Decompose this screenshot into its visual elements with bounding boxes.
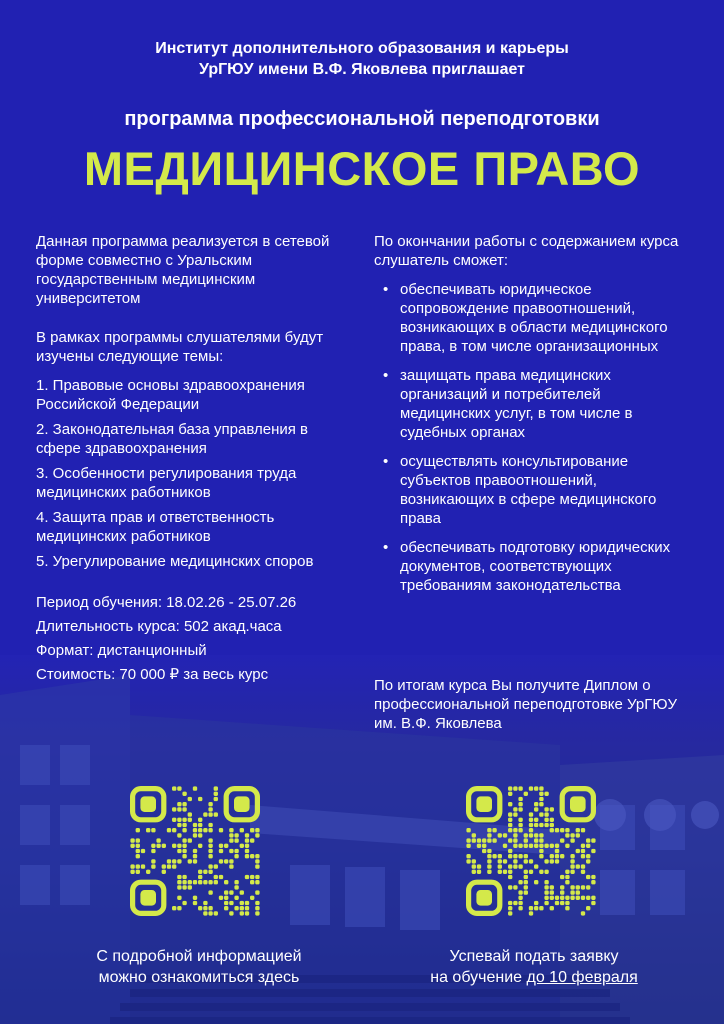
apply-caption-line-1: Успевай подать заявку (449, 948, 619, 965)
topic-item: 2. Законодательная база управления в сфере здравоохранения (36, 421, 308, 457)
bullet-icon: • (383, 281, 389, 298)
topic-item: 3. Особенности регулирования труда медицинских работников (36, 465, 297, 501)
course-price: Стоимость: 70 000 ₽ за весь курс (36, 666, 269, 683)
info-caption-line-1: С подробной информацией (96, 948, 302, 965)
header-line-2: УрГЮУ имени В.Ф. Яковлева приглашает (198, 61, 526, 78)
program-subtitle: программа профессиональной переподготовки (124, 108, 600, 130)
apply-caption-line-2: на обучение до 10 февраля (430, 969, 638, 986)
apply-caption (374, 946, 694, 988)
outcome-item: • обеспечивать подготовку юридических документов, соответствующих требованиям законодательства (383, 539, 671, 594)
diploma-text: По итогам курса Вы получите Диплом о профессиональной переподготовке УрГЮУ им. В.Ф. Яковлева (374, 677, 678, 732)
right-column (374, 232, 694, 605)
header-line-1: Институт дополнительного образования и карьеры (155, 40, 569, 57)
info-caption-line-2: можно ознакомиться здесь (98, 969, 300, 986)
intro-text: Данная программа реализуется в сетевой форме совместно с Уральским государственным медицинским университетом (36, 233, 330, 307)
left-column (36, 232, 356, 689)
course-info (36, 593, 356, 684)
deadline-text: до 10 февраля (526, 969, 638, 986)
header (0, 38, 724, 80)
outcomes-intro: По окончании работы с содержанием курса слушатель сможет: (374, 233, 679, 269)
qr-code-icon[interactable] (466, 786, 596, 916)
topics-list (36, 376, 356, 571)
bullet-icon: • (383, 367, 389, 384)
program-title: МЕДИЦИНСКОЕ ПРАВО (83, 142, 641, 195)
qr-code-icon[interactable] (130, 786, 260, 916)
outcome-item: • обеспечивать юридическое сопровождение правоотношений, возникающих в области медицинского права, в том числе организационных (383, 281, 668, 355)
course-duration: Длительность курса: 502 акад.часа (36, 618, 282, 635)
topic-item: 4. Защита прав и ответственность медицинских работников (36, 509, 275, 545)
topic-item: 1. Правовые основы здравоохранения Российской Федерации (36, 377, 305, 413)
outcome-item: • защищать права медицинских организаций и потребителей медицинских услуг, в том числе в судебных органах (383, 367, 633, 441)
course-period: Период обучения: 18.02.26 - 25.07.26 (36, 594, 297, 611)
bullet-icon: • (383, 539, 389, 556)
course-format: Формат: дистанционный (36, 642, 207, 659)
info-caption (40, 946, 358, 988)
outcome-item: • осуществлять консультирование субъектов правоотношений, возникающих в сфере медицинского права (383, 453, 657, 527)
outcomes-list (374, 280, 694, 595)
topics-intro: В рамках программы слушателями будут изучены следующие темы: (36, 329, 324, 365)
topic-item: 5. Урегулирование медицинских споров (36, 553, 314, 570)
bullet-icon: • (383, 453, 389, 470)
